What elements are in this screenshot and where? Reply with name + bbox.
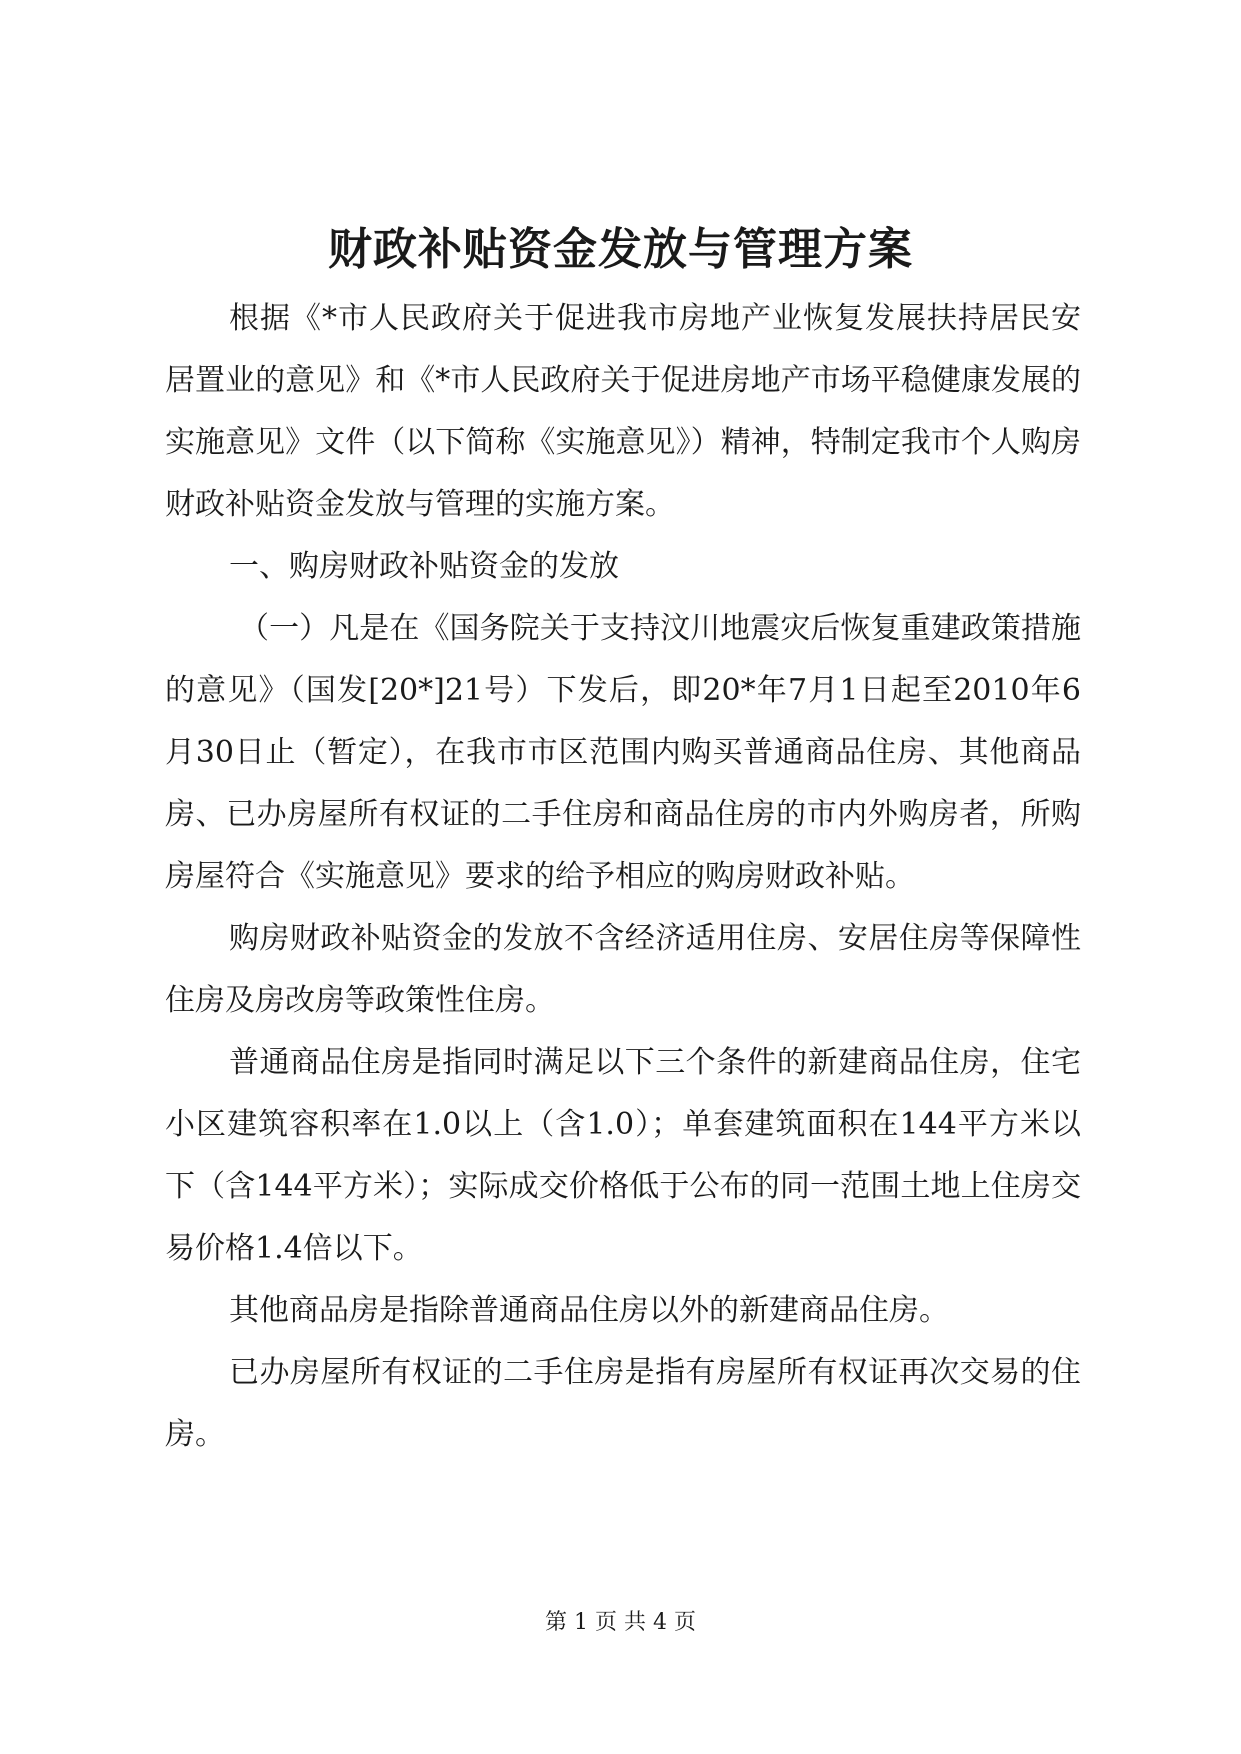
- document-body: [165, 288, 1081, 1466]
- paragraph-other-housing: 其他商品房是指除普通商品住房以外的新建商品住房。: [229, 1293, 949, 1328]
- paragraph-ordinary-housing: 普通商品住房是指同时满足以下三个条件的新建商品住房，住宅小区建筑容积率在1.0以上（含1.0）；单套建筑面积在144平方米以下（含144平方米）；实际成交价格低于公布的同一范围土地上住房交易价格1.4倍以下。: [165, 1045, 1081, 1266]
- section-heading-1: 一、购房财政补贴资金的发放: [229, 549, 619, 584]
- page-number-footer: 第 1 页 共 4 页: [545, 1610, 696, 1635]
- paragraph-exclusions: 购房财政补贴资金的发放不含经济适用住房、安居住房等保障性住房及房改房等政策性住房。: [165, 921, 1081, 1018]
- document-title: 财政补贴资金发放与管理方案: [328, 224, 913, 275]
- paragraph-second-hand: 已办房屋所有权证的二手住房是指有房屋所有权证再次交易的住房。: [165, 1355, 1081, 1452]
- paragraph-subsection-1: （一）凡是在《国务院关于支持汶川地震灾后恢复重建政策措施的意见》（国发[20*]21号）下发后，即20*年7月1日起至2010年6月30日止（暂定），在我市市区范围内购买普通商品住房、其他商品房、已办房屋所有权证的二手住房和商品住房的市内外购房者，所购房屋符合《实施意见》要求的给予相应的购房财政补贴。: [165, 611, 1081, 894]
- paragraph-intro: 根据《*市人民政府关于促进我市房地产业恢复发展扶持居民安居置业的意见》和《*市人民政府关于促进房地产市场平稳健康发展的实施意见》文件（以下简称《实施意见》）精神，特制定我市个人购房财政补贴资金发放与管理的实施方案。: [165, 301, 1081, 522]
